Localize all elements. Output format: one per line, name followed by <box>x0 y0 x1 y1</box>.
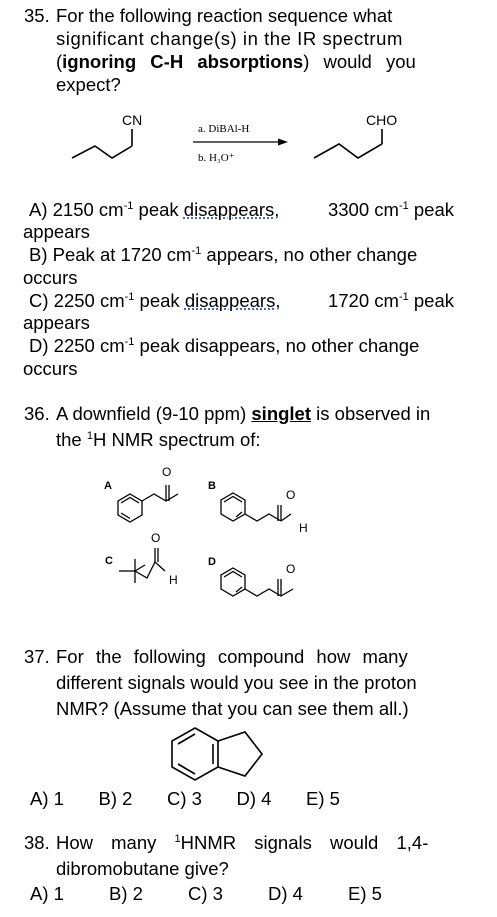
option-c[interactable]: C) 2250 $cm^{-1}$ peak disappears, 1720 $cm^{-1}$ peak <box>29 290 454 311</box>
option-b[interactable]: B) 2 <box>98 788 133 809</box>
option-a[interactable]: A) 1 <box>30 883 64 904</box>
oxygen-label: O <box>286 488 296 502</box>
option-a-continued: appears <box>23 221 90 242</box>
question-text: the $^1$H NMR spectrum of: <box>56 429 261 450</box>
option-c[interactable]: C) 3 <box>167 788 202 809</box>
option-b[interactable]: B) Peak at 1720 $cm^{-1}$ appears, no other change <box>29 244 418 265</box>
option-b[interactable]: B) 2 <box>109 883 143 904</box>
answer-options <box>30 787 340 810</box>
nitrile-label: CN <box>122 112 143 128</box>
oxygen-label: O <box>151 531 161 545</box>
reagent-a: a. DiBAl-H <box>198 123 250 135</box>
option-d[interactable]: D) 2250 $cm^{-1}$ peak disappears, no other change <box>29 335 420 356</box>
structure-label-b: B <box>208 480 216 492</box>
oxygen-label: O <box>162 465 172 479</box>
question-text: NMR? (Assume that you can see them all.) <box>56 698 409 719</box>
option-c-continued: appears <box>23 312 90 333</box>
question-number: 36. <box>24 403 50 424</box>
aldehyde-label: CHO <box>366 112 398 128</box>
question-text: different signals would you see in the proton <box>56 672 417 693</box>
option-e[interactable]: E) 5 <box>306 788 340 809</box>
emphasis-text: singlet <box>251 403 312 424</box>
question-text: For the following reaction sequence what <box>56 5 393 26</box>
answer-options <box>30 882 382 905</box>
option-d[interactable]: D) 4 <box>236 788 272 809</box>
question-text: expect? <box>56 74 121 95</box>
option-e[interactable]: E) 5 <box>348 883 382 904</box>
structure-c[interactable] <box>119 548 165 583</box>
product-structure <box>314 129 382 158</box>
indane-structure[interactable] <box>165 722 275 788</box>
structure-label-a: A <box>104 480 112 492</box>
structure-b[interactable] <box>221 493 291 521</box>
reagent-b: b. H₃O⁺ <box>198 152 235 164</box>
hydrogen-label: H <box>169 573 178 587</box>
option-d-continued: occurs <box>23 358 78 379</box>
question-number: 38. <box>24 832 50 853</box>
structures-figure <box>95 455 335 615</box>
option-b-continued: occurs <box>23 267 78 288</box>
option-a[interactable]: A) 2150 $cm^{-1}$ peak disappears, 3300 $cm^{-1}$ peak <box>29 199 454 220</box>
hydrogen-label: H <box>299 521 308 535</box>
option-d[interactable]: D) 4 <box>268 883 303 904</box>
reaction-arrow <box>193 139 288 146</box>
structure-a[interactable] <box>118 485 178 522</box>
option-c[interactable]: C) 3 <box>188 883 223 904</box>
oxygen-label: O <box>286 562 296 576</box>
structure-label-c: C <box>105 555 113 567</box>
structure-label-d: D <box>208 556 216 568</box>
reactant-structure <box>72 129 132 158</box>
emphasis-text: ignoring C-H absorptions <box>62 51 304 72</box>
question-text: significant change(s) in the IR spectrum <box>56 28 403 49</box>
question-text: For the following compound how many <box>56 646 408 667</box>
question-text: (ignoring C-H absorptions) would you <box>56 51 416 72</box>
question-number: 35. <box>24 5 50 26</box>
reaction-scheme <box>60 108 460 178</box>
option-a[interactable]: A) 1 <box>30 788 64 809</box>
structure-d[interactable] <box>221 568 293 596</box>
question-number: 37. <box>24 646 50 667</box>
question-text: How many $^1$HNMR signals would 1,4- <box>56 832 429 853</box>
question-text: A downfield (9-10 ppm) singlet is observed in <box>56 403 431 424</box>
question-text: dibromobutane give? <box>56 858 229 879</box>
